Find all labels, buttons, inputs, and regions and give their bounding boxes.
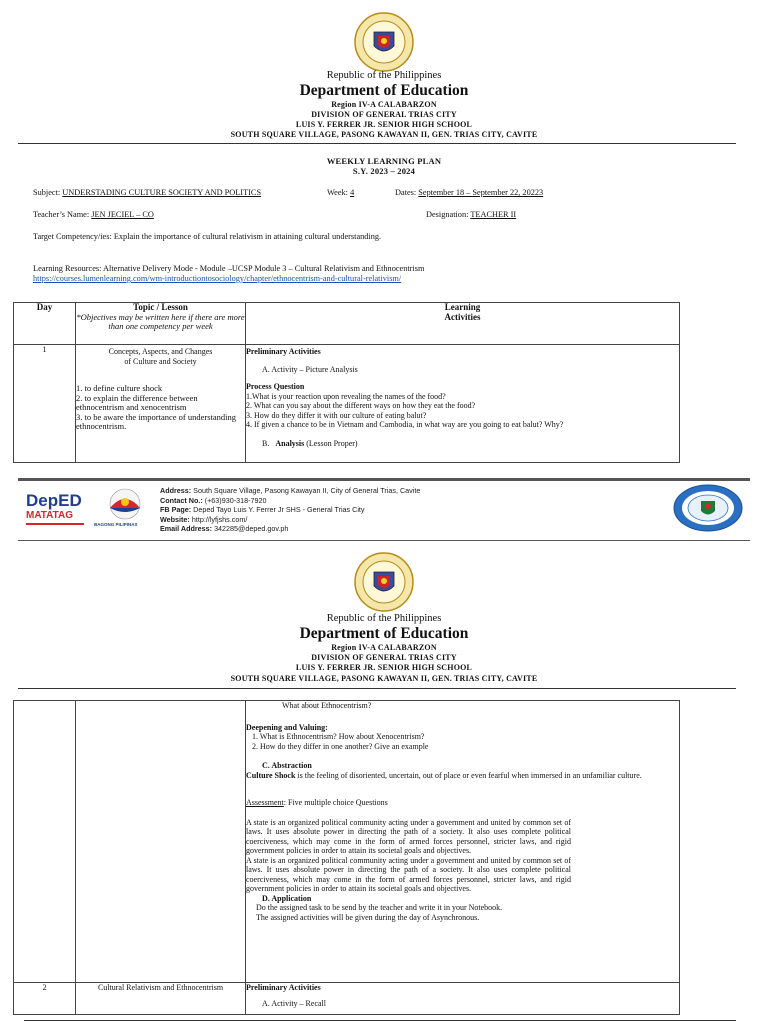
- teacher-label: Teacher’s Name:: [33, 210, 92, 219]
- row1-topic-line1: Concepts, Aspects, and Changes: [108, 347, 213, 356]
- learning-resources: Learning Resources: Alternative Delivery Mode - Module –UCSP Module 3 – Cultural Relativism and Ethnocentrism: [33, 264, 425, 273]
- header-divider: [18, 143, 736, 144]
- footer-email: Email Address: 342285@deped.gov.ph: [160, 524, 289, 534]
- application-line2: The assigned activities will be given during the day of Asynchronous.: [256, 912, 480, 922]
- row1-cont-topic: [76, 701, 246, 983]
- footer-website: Website: http://lyfjshs.com/: [160, 514, 248, 524]
- deepening-q1: 1. What is Ethnocentrism? How about Xenocentrism?: [252, 732, 425, 741]
- region-line: Region IV-A CALABARZON: [331, 100, 437, 109]
- process-q2: 2. What can you say about the different ways on how they eat the food?: [246, 401, 476, 410]
- state-paragraph-2: A state is an organized political community acting under a government and united by common set of laws. It uses absolute power in directing the path of a society. It also uses complete political coerciveness, which may come in the form of armed forces personnel, stricter laws, and rigid government policies in order to attain its societal goals and objectives.: [246, 855, 571, 893]
- process-q3: 3. How do they differ it with our culture of eating balut?: [246, 410, 427, 420]
- republic-line: Republic of the Philippines: [326, 70, 442, 81]
- plan-title: WEEKLY LEARNING PLAN: [326, 156, 442, 166]
- footer-contact-block: [160, 486, 580, 534]
- assessment-label: Assessment: [246, 798, 284, 807]
- deepening-q2: 2. How do they differ in one another? Give an example: [252, 741, 429, 751]
- resources-link[interactable]: https://courses.lumenlearning.com/wm-introductiontosociology/chapter/ethnocentrism-and-cultural-relativism/: [33, 274, 402, 283]
- assessment-line: [246, 798, 679, 808]
- row1-activities: [246, 345, 680, 463]
- subject-label: Subject:: [33, 188, 63, 197]
- activity-a: A. Activity – Picture Analysis: [262, 364, 358, 374]
- teacher-field: [33, 210, 154, 220]
- division-line-page2: DIVISION OF GENERAL TRIAS CITY: [311, 653, 457, 662]
- ethnocentrism-question: What about Ethnocentrism?: [282, 701, 372, 710]
- assessment-text: : Five multiple choice Questions: [283, 798, 388, 807]
- process-q4: 4. If given a chance to be in Vietnam and Cambodia, in what way are you going to eat balut? Why?: [246, 420, 564, 429]
- region-line-page2: Region IV-A CALABARZON: [331, 643, 437, 652]
- objective-2: 2. to explain the difference between ethnocentrism and xenocentrism: [76, 392, 198, 412]
- row2-prelim-heading: Preliminary Activities: [246, 983, 321, 992]
- abstraction-heading: C. Abstraction: [262, 761, 312, 770]
- school-year: S.Y. 2023 – 2024: [352, 166, 416, 176]
- culture-shock-definition: [246, 771, 679, 781]
- row2-topic: Cultural Relativism and Ethnocentrism: [76, 983, 246, 1015]
- designation-label: Designation:: [426, 210, 471, 219]
- school-name-page2: LUIS Y. FERRER JR. SENIOR HIGH SCHOOL: [295, 663, 473, 672]
- footer-contact: Contact No.: (+63)930-318-7920: [160, 495, 267, 505]
- deped-seal-icon-page2: [354, 552, 414, 612]
- row1-cont-day: [14, 701, 76, 983]
- week-value: 4: [350, 188, 355, 197]
- deepening-heading: Deepening and Valuing:: [246, 722, 328, 732]
- footer-address: Address: South Square Village, Pasong Kawayan II, City of General Trias, Cavite: [160, 486, 421, 495]
- school-seal-icon: [672, 484, 744, 532]
- designation-field: [426, 210, 516, 220]
- week-label: Week:: [327, 188, 351, 197]
- row2-activity: A. Activity – Recall: [262, 998, 326, 1008]
- row2-activities: [246, 983, 680, 1015]
- analysis-rest: (Lesson Proper): [304, 438, 358, 448]
- header-divider-page2: [18, 688, 736, 689]
- objective-3: 3. to be aware the importance of understanding ethnocentrism.: [76, 411, 237, 431]
- col-topic-note: *Objectives may be written here if there are more than one competency per week: [76, 311, 245, 331]
- school-address: SOUTH SQUARE VILLAGE, PASONG KAWAYAN II, GEN. TRIAS CITY, CAVITE: [230, 130, 538, 139]
- objective-1: 1. to define culture shock: [76, 383, 163, 393]
- analysis-label: Analysis: [275, 438, 305, 448]
- school-name: LUIS Y. FERRER JR. SENIOR HIGH SCHOOL: [295, 120, 473, 129]
- culture-shock-text: is the feeling of disoriented, uncertain, out of place or even fearful when immersed in an unfamiliar culture.: [295, 770, 642, 780]
- matatag-underline: [26, 523, 84, 525]
- dates-value: September 18 – September 22, 20223: [418, 188, 544, 197]
- target-competency: Target Competency/ies: Explain the importance of cultural relativism in attaining cultural understanding.: [33, 232, 382, 241]
- row1-topic-line2: of Culture and Society: [124, 356, 197, 366]
- culture-shock-term: Culture Shock: [246, 770, 296, 780]
- process-q1: 1.What is your reaction upon revealing the names of the food?: [246, 391, 446, 401]
- process-question-heading: Process Question: [246, 382, 305, 391]
- col-topic-header: [76, 303, 246, 345]
- deped-seal-icon: [354, 12, 414, 72]
- row1-cont-activities: [246, 701, 680, 983]
- department-title-page2: Department of Education: [299, 625, 469, 642]
- deped-matatag-logo: [26, 492, 88, 528]
- dates-field: [395, 188, 543, 198]
- page-bottom-line: [24, 1020, 736, 1021]
- state-paragraph-1: A state is an organized political community acting under a government and united by common set of laws. It uses absolute power in directing the path of a society. It also uses complete political coerciveness, which may come in the form of armed forces personnel, stricter laws, and rigid government policies in order to attain its societal goals and objectives.: [246, 817, 571, 855]
- col-learning-title: Learning: [444, 302, 481, 312]
- analysis-letter: B.: [262, 438, 270, 448]
- plan-table-page1: [13, 302, 680, 463]
- footer-bottom-line: [18, 540, 750, 541]
- application-heading: D. Application: [262, 893, 312, 903]
- designation-value: TEACHER II: [470, 210, 517, 219]
- subject-value: UNDERSTADING CULTURE SOCIETY AND POLITICS: [62, 188, 262, 197]
- school-address-page2: SOUTH SQUARE VILLAGE, PASONG KAWAYAN II, GEN. TRIAS CITY, CAVITE: [230, 674, 538, 683]
- footer-top-band: [18, 478, 750, 481]
- col-activities-title: Activities: [444, 311, 481, 322]
- department-title: Department of Education: [299, 82, 469, 99]
- dates-label: Dates:: [395, 188, 419, 197]
- col-day-header: Day: [14, 303, 76, 345]
- matatag-text: MATATAG: [26, 510, 74, 521]
- row1-topic: [76, 345, 246, 463]
- deped-logo-text: DepED: [26, 491, 82, 510]
- footer-fb: FB Page: Deped Tayo Luis Y. Ferrer Jr SHS - General Trias City: [160, 505, 365, 515]
- analysis-b: [262, 439, 679, 449]
- week-field: [327, 188, 354, 198]
- subject-field: [33, 188, 261, 198]
- division-line: DIVISION OF GENERAL TRIAS CITY: [311, 110, 457, 119]
- col-learning-header: [246, 303, 680, 345]
- col-topic-title: Topic / Lesson: [133, 302, 188, 312]
- plan-table-page2: [13, 700, 680, 1015]
- bagong-pilipinas-text: BAGONG PILIPINAS: [94, 522, 138, 527]
- row2-day: 2: [14, 983, 76, 1015]
- bagong-pilipinas-logo-icon: [98, 486, 152, 524]
- republic-line-page2: Republic of the Philippines: [326, 613, 442, 624]
- prelim-heading: Preliminary Activities: [246, 347, 321, 356]
- application-line1: Do the assigned task to be send by the teacher and write it in your Notebook.: [256, 903, 503, 912]
- teacher-value: JEN JECIEL – CO: [91, 210, 154, 219]
- row1-day: 1: [14, 345, 76, 463]
